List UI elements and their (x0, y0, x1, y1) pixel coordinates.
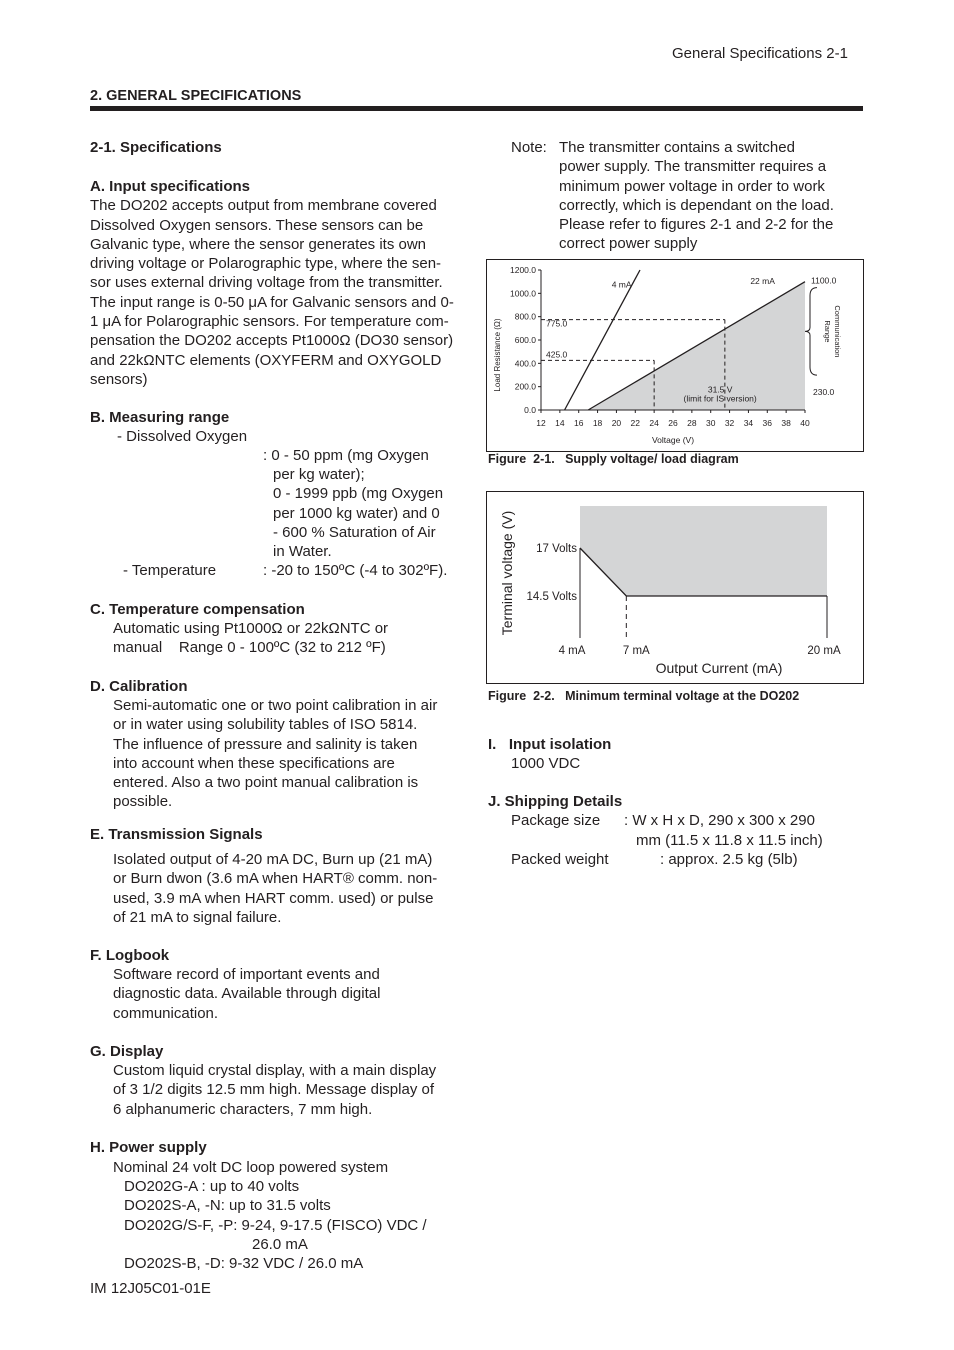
section-g-body (113, 1061, 473, 1119)
section-d-body (113, 696, 473, 812)
x-tick-label: 38 (781, 418, 791, 428)
x-tick-label: 22 (630, 418, 641, 428)
x-tick-label: 32 (724, 418, 735, 428)
x-axis-label: Output Current (mA) (655, 660, 783, 676)
section-d-line: Semi-automatic one or two point calibration in air (113, 697, 438, 714)
x-tick-label: 30 (705, 418, 716, 428)
x-tick-label: 12 (536, 418, 546, 428)
x-tick-label: 36 (762, 418, 773, 428)
do-label: - Dissolved Oxygen (117, 428, 248, 445)
section-a-line: The input range is 0-50 μA for Galvanic sensors and 0- (90, 293, 454, 311)
section-g-title: G. Display (90, 1043, 164, 1060)
section-a-line: driving voltage or Polarographic type, where the sen- (90, 255, 442, 273)
x-tick-label: 34 (743, 418, 754, 428)
note-line: correct power supply (559, 235, 698, 253)
section-e-line: or Burn dwon (3.6 mA when HART® comm. non- (113, 870, 438, 888)
section-d-line: into account when these specifications are (113, 754, 395, 772)
note-line: power supply. The transmitter requires a (559, 158, 827, 176)
package-size-label: Package size (511, 812, 601, 829)
y-axis-label: Terminal voltage (V) (499, 510, 515, 636)
supply-load-chart (487, 260, 863, 451)
x-tick-label: 18 (592, 418, 603, 428)
power-item-cont: 26.0 mA (252, 1236, 308, 1253)
figure-2-1-caption: Figure 2-1. Supply voltage/ load diagram (488, 452, 739, 466)
level-label-775: 775.0 (546, 318, 568, 329)
y-label-17v: 17 Volts (536, 543, 577, 555)
note-line: correctly, which is dependant on the load. (559, 196, 834, 214)
comm-range-label: Communication (833, 305, 842, 358)
section-e-title: E. Transmission Signals (90, 826, 263, 843)
y-tick-label: 600.0 (514, 335, 536, 345)
figure-2-2 (486, 491, 864, 684)
operating-area (580, 506, 827, 596)
footer-doc-id: IM 12J05C01-01E (90, 1280, 211, 1297)
x-label-7ma: 7 mA (622, 645, 650, 657)
section-b-title: B. Measuring range (90, 409, 230, 426)
section-g-line: 6 alphanumeric characters, 7 mm high. (113, 1100, 373, 1118)
section-a-line: pensation the DO202 accepts Pt1000Ω (DO30 sensor) (90, 332, 454, 350)
section-e-line: used, 3.9 mA when HART comm. used) or pulse (113, 889, 434, 907)
section-a-line: sor uses external driving voltage from the transmitter. (90, 274, 443, 292)
section-i-title: I. Input isolation (488, 736, 612, 753)
section-d-line: possible. (113, 793, 173, 811)
y-tick-label: 1200.0 (510, 265, 536, 275)
x-label-20ma: 20 mA (807, 645, 841, 657)
section-e-line: Isolated output of 4-20 mA DC, Burn up (21 mA) (113, 851, 433, 868)
x-tick-label: 26 (668, 418, 678, 428)
power-line: Nominal 24 volt DC loop powered system (113, 1159, 389, 1176)
x-tick-label: 40 (800, 418, 810, 428)
packed-weight-label: Packed weight (511, 851, 609, 868)
x-tick-label: 24 (649, 418, 659, 428)
section-a-line: sensors) (90, 370, 148, 388)
section-a (90, 177, 470, 389)
section-g-line: of 3 1/2 digits 12.5 mm high. Message display of (113, 1081, 435, 1099)
temperature-label: - Temperature (123, 562, 217, 579)
section-a-line: The DO202 accepts output from membrane covered (90, 197, 437, 215)
do-value-line: in Water. (273, 543, 332, 560)
section-c-line: manual Range 0 - 100ºC (32 to 212 ºF) (113, 639, 386, 657)
do-value-line: per 1000 kg water) and 0 (273, 505, 440, 522)
power-item: DO202S-B, -D: 9-32 VDC / 26.0 mA (124, 1255, 364, 1272)
y-label-14-5v: 14.5 Volts (526, 591, 577, 603)
section-a-line: Dissolved Oxygen sensors. These sensors can be (90, 216, 424, 234)
section-d-title: D. Calibration (90, 678, 188, 695)
x-tick-label: 20 (611, 418, 622, 428)
section-d-line: The influence of pressure and salinity is taken (113, 735, 418, 753)
y-tick-label: 200.0 (514, 381, 536, 392)
page-header-label: General Specifications 2-1 (672, 45, 848, 62)
section-i-line: 1000 VDC (511, 755, 581, 772)
section-f-line: communication. (113, 1004, 219, 1022)
section-a-line: Galvanic type, where the sensor generates its own (90, 235, 427, 253)
note-label: Note: (511, 139, 547, 156)
x-label-4ma: 4 mA (558, 645, 586, 657)
power-item: DO202S-A, -N: up to 31.5 volts (124, 1197, 331, 1214)
section-j-title: J. Shipping Details (488, 793, 623, 810)
do-value-line: 0 - 1999 ppb (mg Oxygen (273, 485, 444, 502)
limit-sublabel: (limit for IS version) (683, 393, 757, 404)
series-label-22ma: 22 mA (750, 276, 775, 286)
section-f-line: diagnostic data. Available through digital (113, 985, 381, 1003)
limit-label: 31.5 V (707, 384, 733, 395)
comm-range-label-2: Range (823, 320, 832, 343)
section-f-title: F. Logbook (90, 947, 170, 964)
note-body (559, 138, 869, 254)
section-g-line: Custom liquid crystal display, with a main display (113, 1062, 437, 1079)
subsection-title: 2-1. Specifications (90, 139, 222, 156)
section-c-body (113, 619, 468, 658)
x-axis-label: Voltage (V) (651, 435, 695, 445)
packed-weight-value: : approx. 2.5 kg (5lb) (660, 851, 798, 868)
x-tick-label: 28 (687, 418, 697, 428)
figure-2-2-caption: Figure 2-2. Minimum terminal voltage at the DO202 (488, 689, 800, 703)
do-value-line: : 0 - 50 ppm (mg Oxygen (263, 447, 429, 464)
communication-brace (805, 288, 817, 376)
section-f-body (113, 965, 473, 1023)
power-item: DO202G/S-F, -P: 9-24, 9-17.5 (FISCO) VDC / (124, 1217, 427, 1234)
section-title: 2. GENERAL SPECIFICATIONS (90, 88, 302, 104)
note-line: Please refer to figures 2-1 and 2-2 for the (559, 216, 834, 234)
section-h-title: H. Power supply (90, 1139, 207, 1156)
section-a-title: A. Input specifications (90, 178, 251, 195)
do-value-line: per kg water); (273, 466, 365, 483)
section-a-line: 1 μA for Polarographic sensors. For temperature com- (90, 313, 449, 331)
section-c-line: Automatic using Pt1000Ω or 22kΩNTC or (113, 620, 389, 637)
comm-top-label: 1100.0 (811, 275, 837, 286)
note-line: The transmitter contains a switched (559, 139, 795, 156)
section-e-line: of 21 mA to signal failure. (113, 908, 282, 926)
section-a-line: and 22kΩNTC elements (OXYFERM and OXYGOLD (90, 351, 442, 369)
y-tick-label: 0.0 (524, 405, 536, 415)
package-size-value-2: mm (11.5 x 11.8 x 11.5 inch) (636, 832, 823, 849)
y-tick-label: 400.0 (514, 358, 536, 369)
section-rule (90, 106, 863, 111)
temperature-value: : -20 to 150ºC (-4 to 302ºF). (263, 562, 448, 579)
section-d-line: or in water using solubility tables of ISO 5814. (113, 716, 418, 734)
y-axis-label: Load Resistance (Ω) (493, 318, 502, 392)
x-tick-label: 14 (555, 418, 565, 428)
terminal-voltage-chart (487, 492, 863, 683)
figure-2-1 (486, 259, 864, 452)
level-label-425: 425.0 (546, 349, 568, 360)
comm-bottom-label: 230.0 (813, 387, 835, 398)
section-f-line: Software record of important events and (113, 966, 380, 983)
series-label-4ma: 4 mA (611, 279, 632, 290)
power-item: DO202G-A : up to 40 volts (124, 1178, 300, 1195)
package-size-value: : W x H x D, 290 x 300 x 290 (624, 812, 815, 829)
y-tick-label: 800.0 (514, 311, 536, 322)
section-c-title: C. Temperature compensation (90, 601, 305, 618)
section-e-body (113, 850, 473, 927)
section-d-line: entered. Also a two point manual calibration is (113, 774, 419, 792)
do-value-line: - 600 % Saturation of Air (273, 524, 436, 541)
note-line: minimum power voltage in order to work (559, 177, 825, 195)
x-tick-label: 16 (573, 418, 584, 428)
y-tick-label: 1000.0 (510, 288, 536, 299)
